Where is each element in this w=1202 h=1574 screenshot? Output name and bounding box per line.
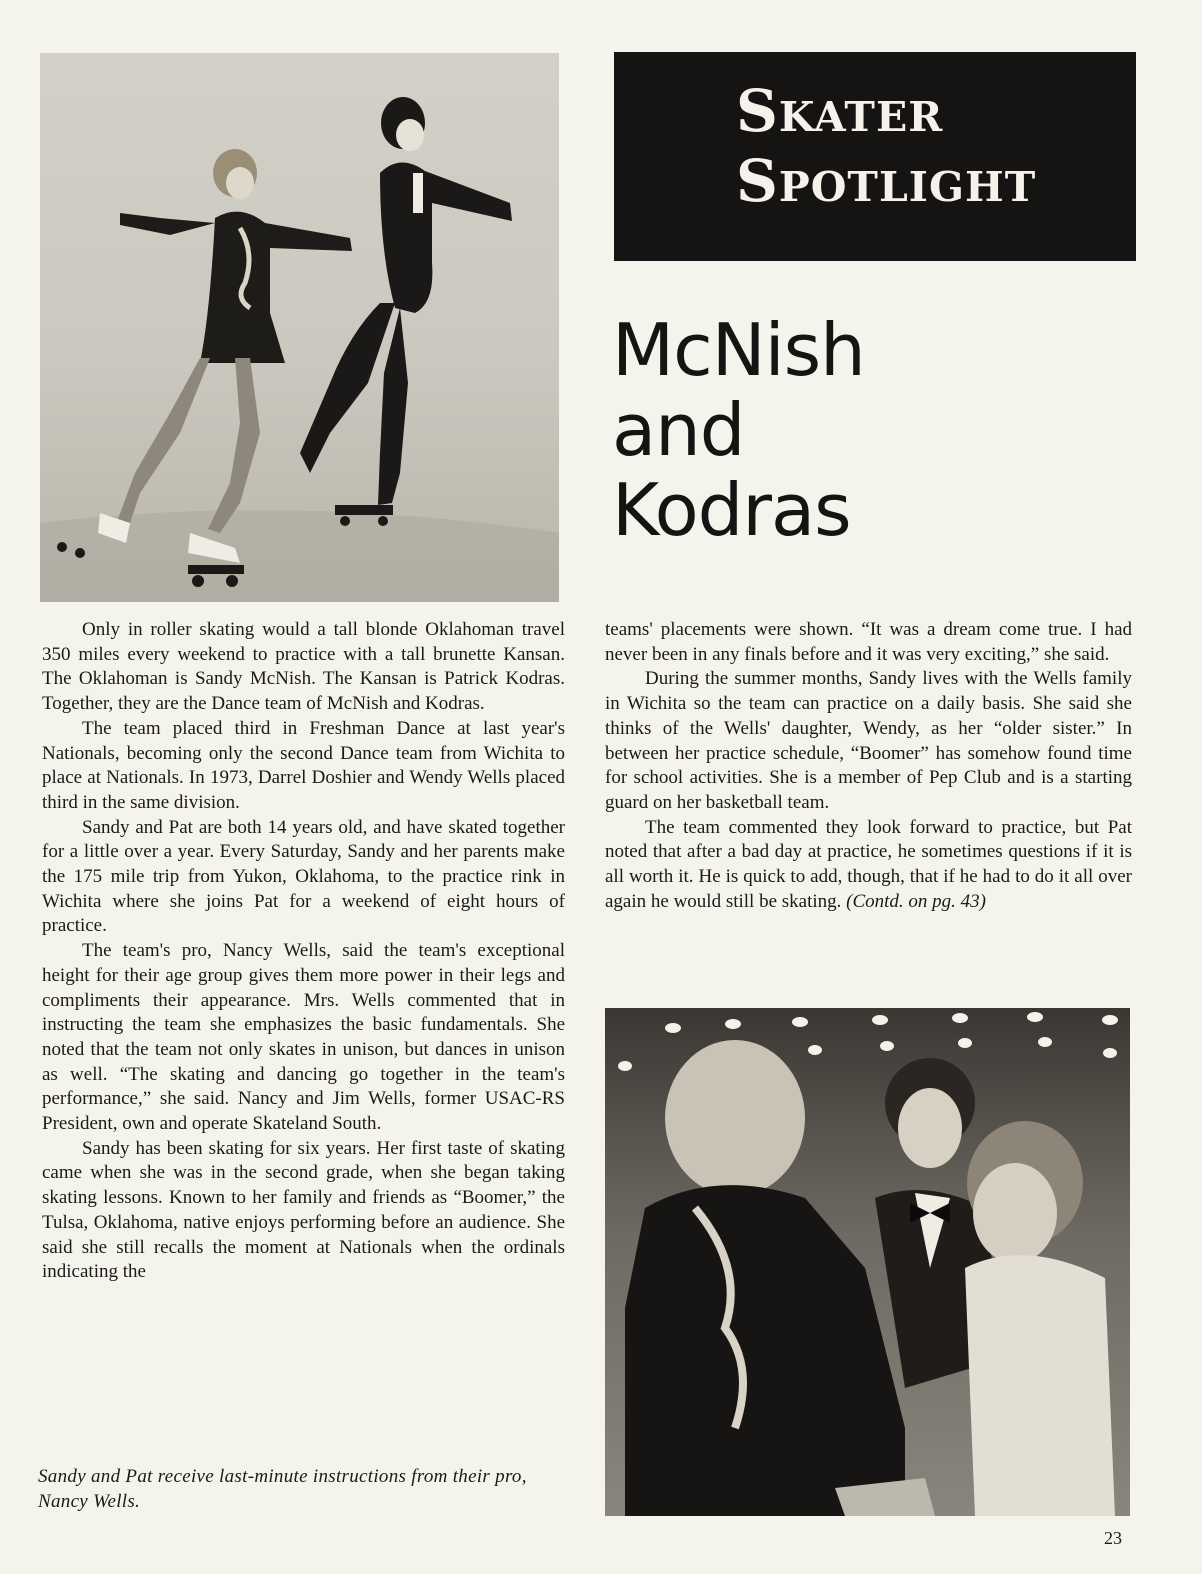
article-left-column [42,618,565,1285]
article-paragraph: During the summer months, Sandy lives with the Wells family in Wichita so the team can practice on a daily basis. She said she thinks of the Wells' daughter, Wendy, as her “older sister.” In between her practice schedule, “Boomer” has somehow found time for school activities. She is a member of Pep Club and is a starting guard on her basketball team. [605,668,1132,813]
page-number: 23 [1104,1528,1122,1548]
article-right-column [605,618,1132,914]
headline-line-3: Kodras [612,468,851,552]
article-paragraph: Sandy and Pat are both 14 years old, and have skated together for a little over a year. Every Saturday, Sandy and her parents make the 175 mile trip from Yukon, Oklahoma, to the practice rink in Wichita where she joins Pat for a weekend of eight hours of practice. [42,816,565,937]
article-paragraph-text: The team commented they look forward to practice, but Pat noted that after a bad day at practice, he sometimes questions if it is all worth it. He is quick to add, though, that if he had to do it all over again he would still be skating. [605,816,1132,912]
headline-line-2: and [612,388,745,472]
article-paragraph: The team placed third in Freshman Dance at last year's Nationals, becoming only the second Dance team from Wichita to place at Nationals. In 1973, Darrel Doshier and Wendy Wells placed third in the same division. [42,717,565,813]
coach-instructing-photo [605,1008,1130,1516]
article-paragraph: The team's pro, Nancy Wells, said the team's exceptional height for their age group gives them more power in their legs and compliments their appearance. Mrs. Wells commented that in instructing the team she emphasizes the basic fundamentals. She noted that the team not only skates in unison, but dances in unison as well. “The skating and dancing go together in the team's performance,” she said. Nancy and Jim Wells, former USAC-RS President, own and operate Skateland South. [42,940,565,1135]
article-paragraph-continuation: teams' placements were shown. “It was a dream come true. I had never been in any finals before and it was very exciting,” she said. [605,619,1132,665]
banner-line-2: Spotlight [736,147,1037,215]
headline-line-1: McNish [612,308,865,392]
continued-note: (Contd. on pg. 43) [846,890,987,912]
article-paragraph: Sandy has been skating for six years. Her first taste of skating came when she was in the second grade, when she began taking skating lessons. Known to her family and friends as “Boomer,” the Tulsa, Oklahoma, native enjoys performing before an audience. She said she still recalls the moment at Nationals when the ordinals indicating the [42,1137,565,1283]
article-paragraph: Only in roller skating would a tall blonde Oklahoman travel 350 miles every weekend to practice with a tall brunette Kansan. The Oklahoman is Sandy McNish. The Kansan is Patrick Kodras. Together, they are the Dance team of McNish and Kodras. [42,619,565,715]
skating-pair-photo [40,53,559,602]
photo-caption: Sandy and Pat receive last-minute instructions from their pro, Nancy Wells. [38,1466,527,1512]
skater-spotlight-banner [614,52,1136,261]
article-headline [612,310,1132,550]
banner-line-1: Skater [736,77,944,145]
article-paragraph [605,816,1132,915]
